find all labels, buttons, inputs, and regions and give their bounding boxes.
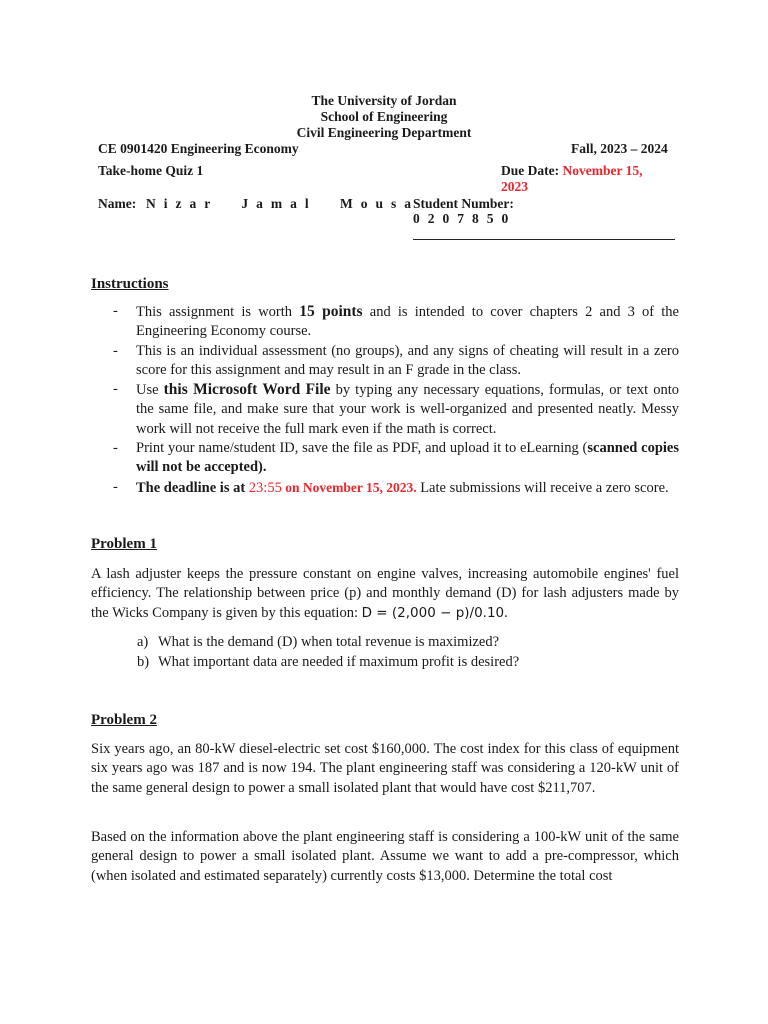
problem2-heading: Problem 2 bbox=[91, 712, 157, 728]
instruction-item: - Print your name/student ID, save the file as PDF, and upload it to eLearning (scanned copies will not be accepted). bbox=[113, 440, 679, 476]
course-code-title: CE 0901420 Engineering Economy bbox=[98, 141, 299, 156]
instruction-item: - This is an individual assessment (no groups), and any signs of cheating will result in a zero score for this assignment and may result in an F grade in the class. bbox=[113, 342, 679, 378]
student-number-label: Student Number: bbox=[413, 196, 514, 211]
due-date bbox=[501, 163, 642, 179]
name-label: Name: bbox=[98, 196, 137, 211]
demand-equation: D = (2,000 − p)/0.10 bbox=[361, 604, 505, 621]
problem1-text: A lash adjuster keeps the pressure constant on engine valves, increasing automobile engines' fuel efficiency. The relationship between price (p) and monthly demand (D) for lash adjusters made by the Wicks Company is given by this equation: D = (2,000 − p)/0.10. bbox=[91, 566, 679, 621]
student-number: 0207850 bbox=[413, 211, 517, 226]
due-date-value: November 15, bbox=[562, 163, 643, 178]
university-name: The University of Jordan bbox=[311, 93, 457, 108]
school-name: School of Engineering bbox=[320, 109, 448, 124]
semester: Fall, 2023 – 2024 bbox=[571, 141, 668, 156]
instructions-heading: Instructions bbox=[91, 276, 169, 292]
due-date-year: 2023 bbox=[501, 179, 528, 194]
question-a: a) What is the demand (D) when total revenue is maximized? bbox=[137, 634, 500, 650]
problem1-questions bbox=[91, 632, 679, 672]
problem2-paragraph-2: Based on the information above the plant engineering staff is considering a 100-kW unit of the same general design to power a small isolated plant. Assume we want to add a pre-compressor, which (when isolated and estimated separately) currently costs $13,000. Determine the total cost bbox=[91, 829, 679, 884]
signature-line bbox=[413, 239, 675, 240]
quiz-title: Take-home Quiz 1 bbox=[98, 163, 204, 178]
instruction-item-deadline: - The deadline is at 23:55 on November 15, 2023. Late submissions will receive a zero score. bbox=[113, 478, 669, 496]
problem1-heading: Problem 1 bbox=[91, 536, 157, 552]
department-name: Civil Engineering Department bbox=[296, 125, 472, 140]
instruction-item: - Use this Microsoft Word File by typing any necessary equations, formulas, or text onto the same file, and make sure that your work is well-organized and presented neatly. Messy work will not receive the full mark even if the math is correct. bbox=[113, 381, 679, 437]
instructions-list bbox=[91, 302, 679, 498]
student-name: Nizar Jamal Mousa bbox=[146, 196, 419, 211]
problem2-paragraph-1: Six years ago, an 80-kW diesel-electric set cost $160,000. The cost index for this class of equipment six years ago was 187 and is now 194. The plant engineering staff was considering a 120-kW unit of the same general design to power a small isolated plant that would have cost $211,707. bbox=[91, 741, 679, 796]
instruction-item: - This assignment is worth 15 points and is intended to cover chapters 2 and 3 of the Engineering Economy course. bbox=[113, 303, 679, 340]
question-b: b) What important data are needed if maximum profit is desired? bbox=[137, 654, 520, 670]
due-date-label: Due Date: bbox=[501, 163, 563, 178]
